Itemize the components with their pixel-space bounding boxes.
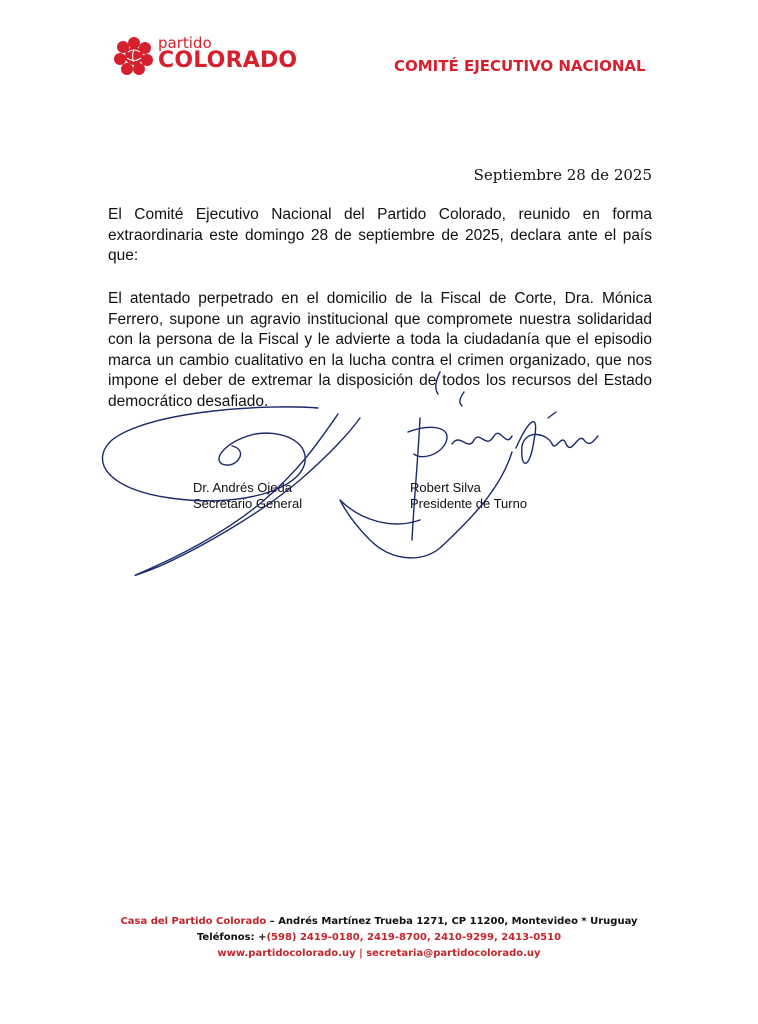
signer-name: Robert Silva bbox=[410, 480, 481, 495]
signer-name: Dr. Andrés Ojeda bbox=[193, 480, 292, 495]
signer-role: Presidente de Turno bbox=[410, 496, 528, 511]
logo-text-small: partido bbox=[158, 34, 212, 52]
footer-phones bbox=[0, 930, 758, 946]
party-logo bbox=[114, 34, 314, 78]
paragraph-declaration: El atentado perpetrado en el domicilio de la Fiscal de Corte, Dra. Mónica Ferrero, supone un agravio institucional que compromete nuestra solidaridad con la persona de la Fiscal y le advierte a toda la ciudadanía que el episodio marca un cambio cualitativo en la lucha contra el crimen organizado, que nos impone el deber de extremar la disposición de todos los recursos del Estado democrático desafiado. bbox=[108, 290, 652, 410]
footer-address bbox=[0, 914, 758, 930]
footer-house-label: Casa del Partido Colorado bbox=[120, 916, 267, 927]
logo-text-big: COLORADO bbox=[158, 48, 298, 73]
carnation-logo-icon bbox=[114, 36, 154, 76]
letterhead-footer bbox=[0, 914, 758, 962]
committee-title: COMITÉ EJECUTIVO NACIONAL bbox=[394, 57, 646, 75]
footer-phones-text: (598) 2419-0180, 2419-8700, 2410-9299, 2413-0510 bbox=[266, 932, 562, 943]
footer-web-email: www.partidocolorado.uy | secretaria@partidocolorado.uy bbox=[217, 948, 541, 959]
paragraph-intro: El Comité Ejecutivo Nacional del Partido Colorado, reunido en forma extraordinaria este domingo 28 de septiembre de 2025, declara ante el país que: bbox=[108, 206, 652, 264]
footer-address-text: – Andrés Martínez Trueba 1271, CP 11200, Montevideo * Uruguay bbox=[266, 916, 638, 927]
signer-silva bbox=[410, 480, 527, 512]
signer-role: Secretario General bbox=[193, 496, 303, 511]
signer-ojeda bbox=[193, 480, 302, 512]
footer-phones-label: Teléfonos: + bbox=[196, 932, 267, 943]
letter-date: Septiembre 28 de 2025 bbox=[473, 166, 652, 184]
